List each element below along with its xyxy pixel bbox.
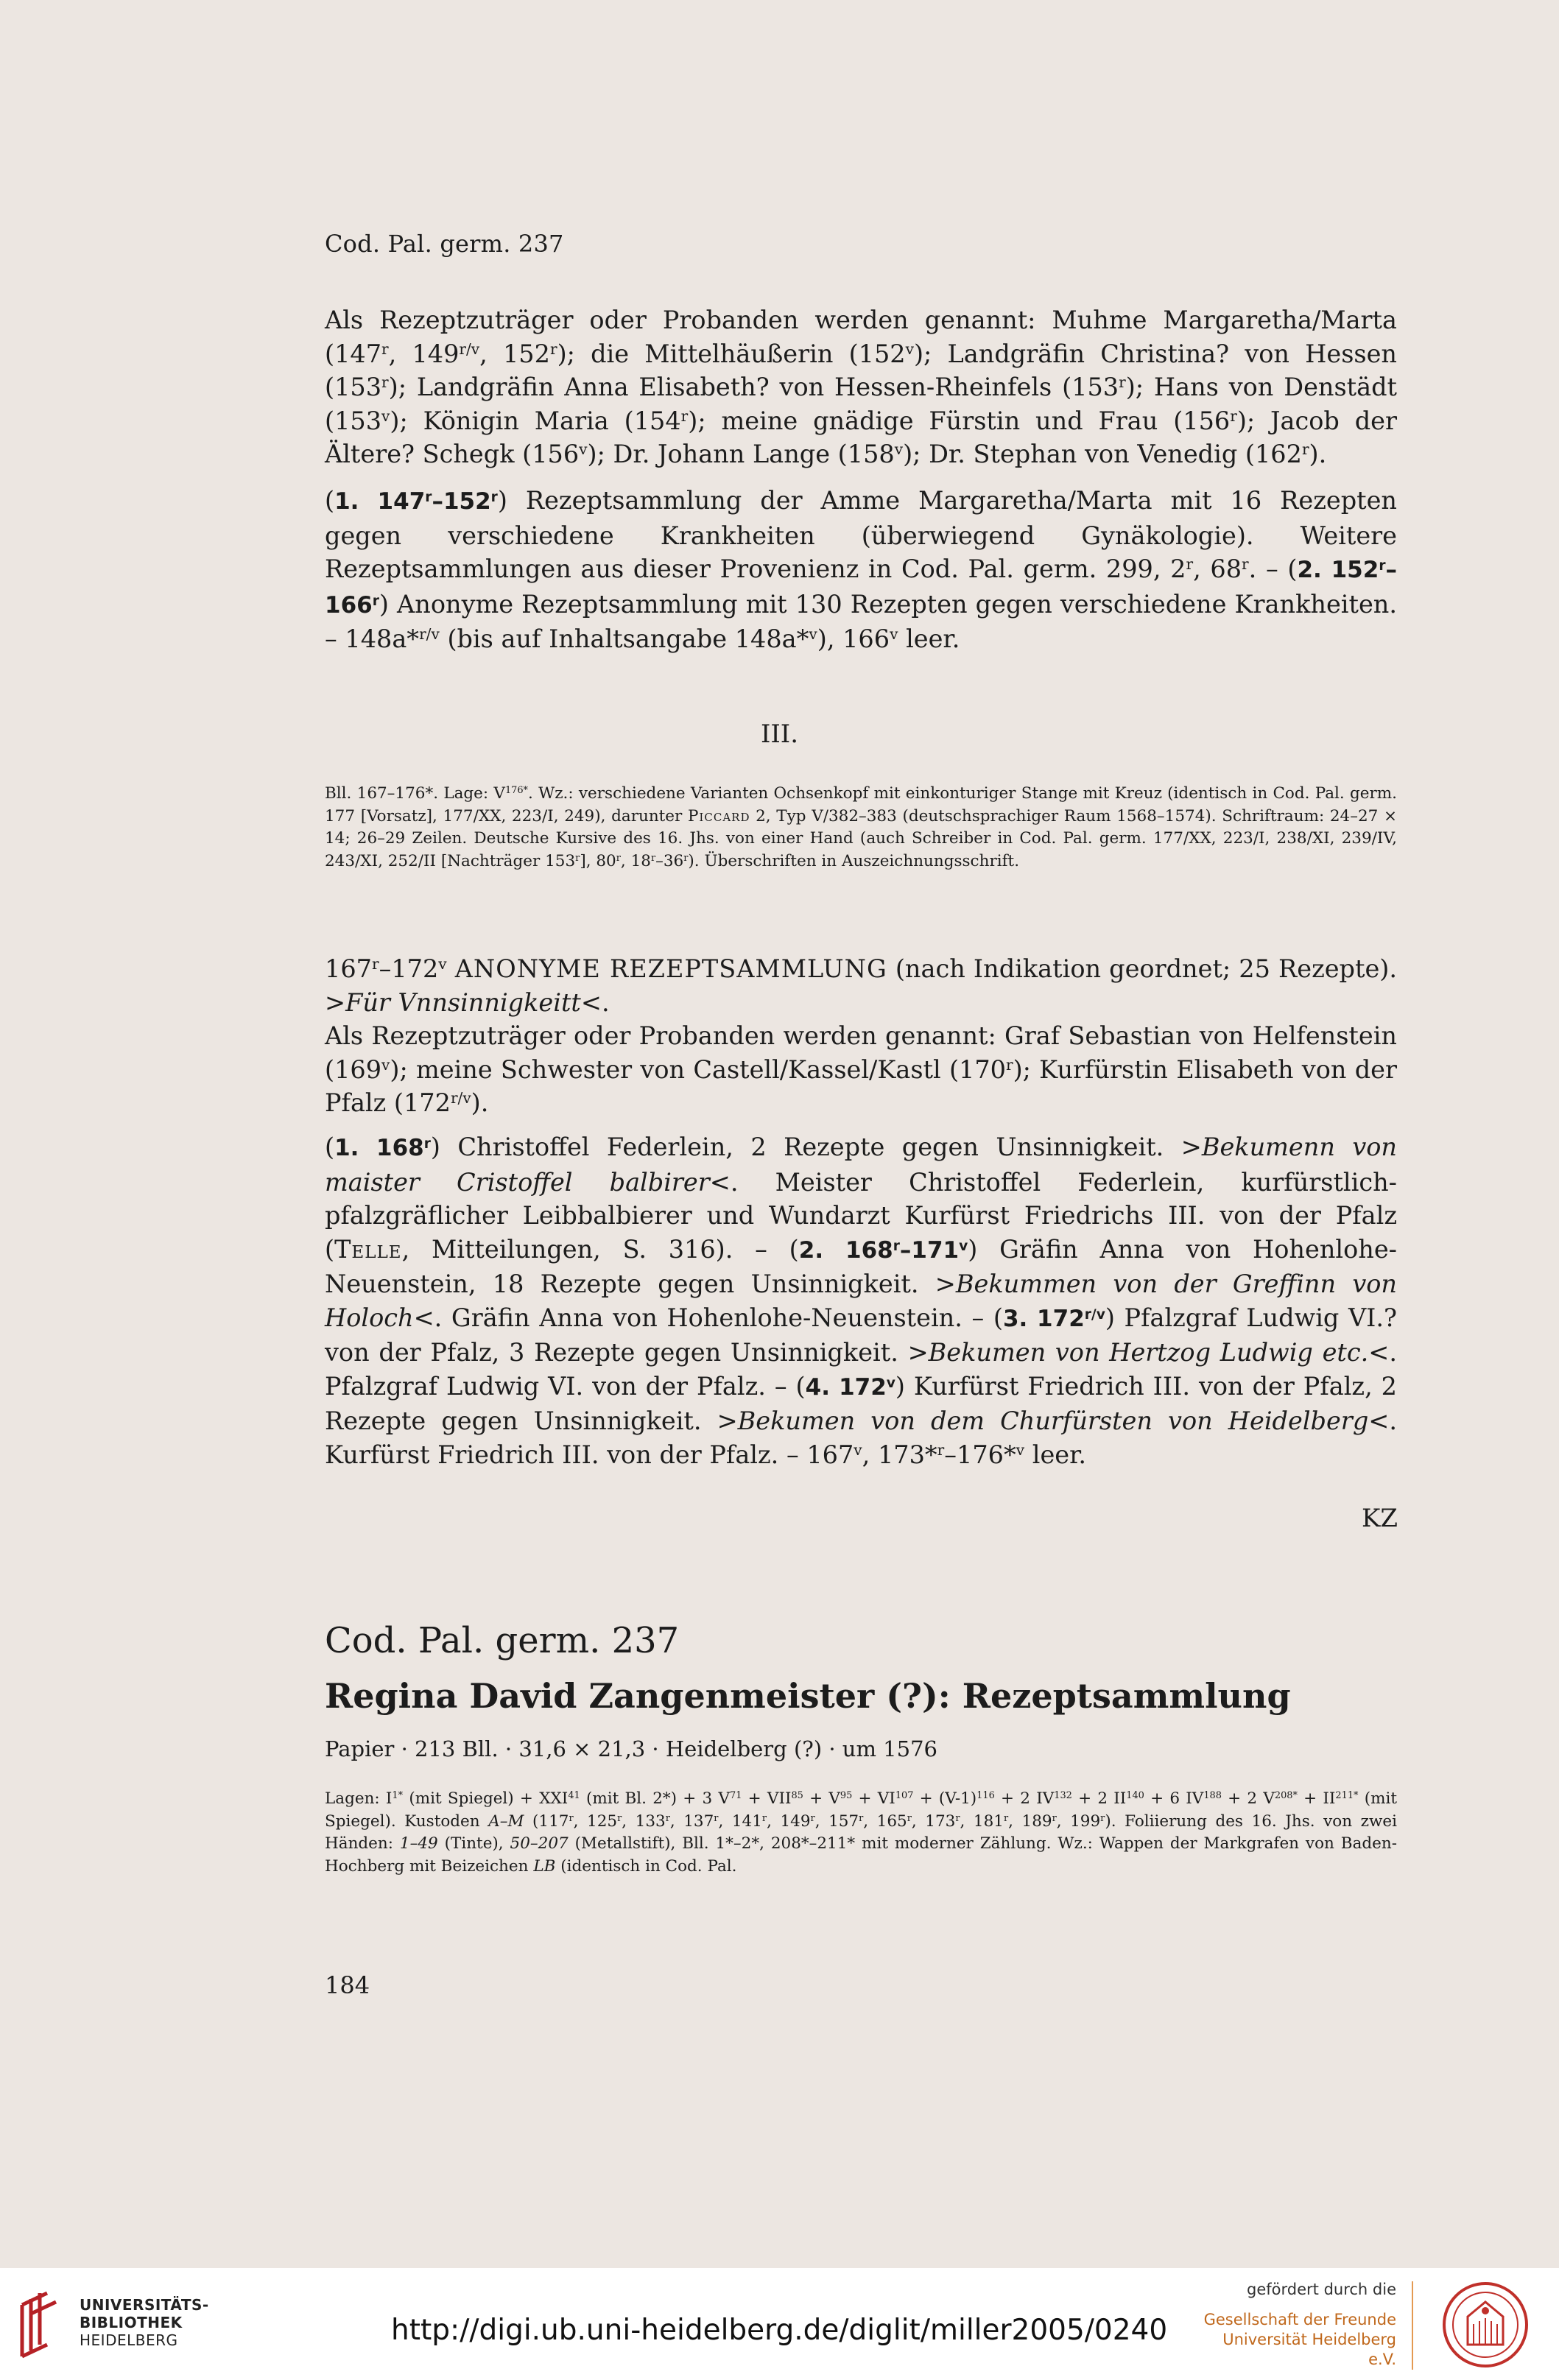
sponsor-text: gefördert durch die Gesellschaft der Freunde Universität Heidelberg e.V. xyxy=(1203,2281,1396,2368)
paragraph-contents-2: (1. 168$^r$) Christoffel Federlein, 2 Rezepte gegen Unsinnigkeit. >Bekumenn von maister Cristoffel balbirer<. Meister Christoffel Federlein, kurfürstlich-pfalzgräflicher Leibbalbierer und Wundarzt Kurfürst Friedrichs III. von der Pfalz (Telle, Mitteilungen, S. 316). – (2. 168$^r$–171$^v$) Gräfin Anna von Hohenlohe-Neuenstein, 18 Rezepte gegen Unsinnigkeit. >Bekummen von der Greffinn von Holoch<. Gräfin Anna von Hohenlohe-Neuenstein. – (3. $172^{r/v}$) Pfalzgraf Ludwig VI.? von der Pfalz, 3 Rezepte gegen Unsinnigkeit. >Bekumen von Hertzog Ludwig etc.<. Pfalzgraf Ludwig VI. von der Pfalz. – (4. 172$^v$) Kurfürst Friedrich III. von der Pfalz, 2 Rezepte gegen Unsinnigkeit. >Bekumen von dem Churfürsten von Heidelberg<. Kurfürst Friedrich III. von der Pfalz. – 167$^v$, 173*$^r$–176*$^v$ leer. xyxy=(325,1133,1398,1469)
library-logo-icon xyxy=(15,2290,68,2359)
author-signature: KZ xyxy=(1361,1504,1398,1533)
entry-meta: Papier · 213 Bll. · 31,6 × 21,3 · Heidelberg (?) · um 1576 xyxy=(325,1736,937,1761)
university-seal-icon xyxy=(1426,2280,1544,2370)
entry-description: Lagen: $I^{1*}$ (mit Spiegel) + $XXI^{41}$ (mit Bl. 2*) + 3 $V^{71} + VII^{85} + V^{95} + VI^{107} + (V-1)^{116} + 2$ $IV^{132} + 2$ $II^{140} + 6$ $IV^{188} + 2$ $V^{208*} + II^{211*}$ (mit Spiegel). Kustoden A–M (117$^r$, 125$^r$, 133$^r$, 137$^r$, 141$^r$, 149$^r$, 157$^r$, 165$^r$, 173$^r$, 181$^r$, 189$^r$, 199$^r$). Foliierung des 16. Jhs. von zwei Händen: 1–49 (Tinte), 50–207 (Metallstift), Bll. 1*–2*, 208*–211* mit moderner Zählung. Wz.: Wappen der Markgrafen von Baden-Hochberg mit Beizeichen LB (identisch in Cod. Pal. xyxy=(325,1789,1398,1876)
library-name: UNIVERSITÄTS- BIBLIOTHEK HEIDELBERG xyxy=(80,2296,209,2349)
paragraph-contents-1: (1. 147$^r$–152$^r$) Rezeptsammlung der Amme Margaretha/Marta mit 16 Rezepten gegen verschiedene Krankheiten (überwiegend Gynäkologie). Weitere Rezeptsammlungen aus dieser Provenienz in Cod. Pal. germ. 299, 2$^r$, 68$^r$. – (2. 152$^r$–166$^r$) Anonyme Rezeptsammlung mit 130 Rezepten gegen verschiedene Krankheiten. – 148a*$^{r/v}$ (bis auf Inhaltsangabe 148a*$^v$), 166$^v$ leer. xyxy=(325,486,1397,653)
digital-object-url[interactable]: http://digi.ub.uni-heidelberg.de/diglit/miller2005/0240 xyxy=(391,2314,1168,2347)
entry-shelfmark: Cod. Pal. germ. 237 xyxy=(325,1620,680,1661)
section-numeral: III. xyxy=(760,719,799,749)
paragraph-probanden-2: Als Rezeptzuträger oder Probanden werden genannt: Graf Sebastian von Helfenstein (169$^v$); meine Schwester von Castell/Kassel/Kastl (170$^r$); Kurfürstin Elisabeth von der Pfalz $(172^{r/v})$. xyxy=(325,1021,1398,1117)
codicological-description: Bll. 167–176*. Lage: $V^{176*}$. Wz.: verschiedene Varianten Ochsenkopf mit einkonturiger Stange mit Kreuz (identisch in Cod. Pal. germ. 177 [Vorsatz], 177/XX, 223/I, 249), darunter Piccard 2, Typ V/382–383 (deutschsprachiger Raum 1568–1574). Schriftraum: 24–27 × 14; 26–29 Zeilen. Deutsche Kursive des 16. Jhs. von einer Hand (auch Schreiber in Cod. Pal. germ. 177/XX, 223/I, 238/XI, 239/IV, 243/XI, 252/II [Nachträger 153$^r$], 80$^r$, 18$^r$–36$^r$). Überschriften in Auszeichnungsschrift. xyxy=(325,784,1397,870)
entry-title: Regina David Zangenmeister (?): Rezeptsammlung xyxy=(325,1676,1291,1716)
paragraph-title-anonyme: 167$^r$–172$^v$ ANONYME REZEPTSAMMLUNG (nach Indikation geordnet; 25 Rezepte). >Für Vnnsinnigkeitt<. xyxy=(325,954,1397,1017)
running-head: Cod. Pal. germ. 237 xyxy=(325,230,564,258)
footer-divider xyxy=(1412,2281,1413,2370)
paragraph-probanden-1: Als Rezeptzuträger oder Probanden werden genannt: Muhme Margaretha/Marta (147$^r$, $149^{r/v}$, 152$^r$); die Mittelhäußerin (152$^v$); Landgräfin Christina? von Hessen (153$^r$); Landgräfin Anna Elisabeth? von Hessen-Rheinfels (153$^r$); Hans von Denstädt (153$^v$); Königin Maria (154$^r$); meine gnädige Fürstin und Frau (156$^r$); Jacob der Ältere? Schegk (156$^v$); Dr. Johann Lange (158$^v$); Dr. Stephan von Venedig (162$^r$). xyxy=(325,306,1398,468)
page-number: 184 xyxy=(325,1971,370,1999)
footer-bar xyxy=(0,2268,1559,2380)
